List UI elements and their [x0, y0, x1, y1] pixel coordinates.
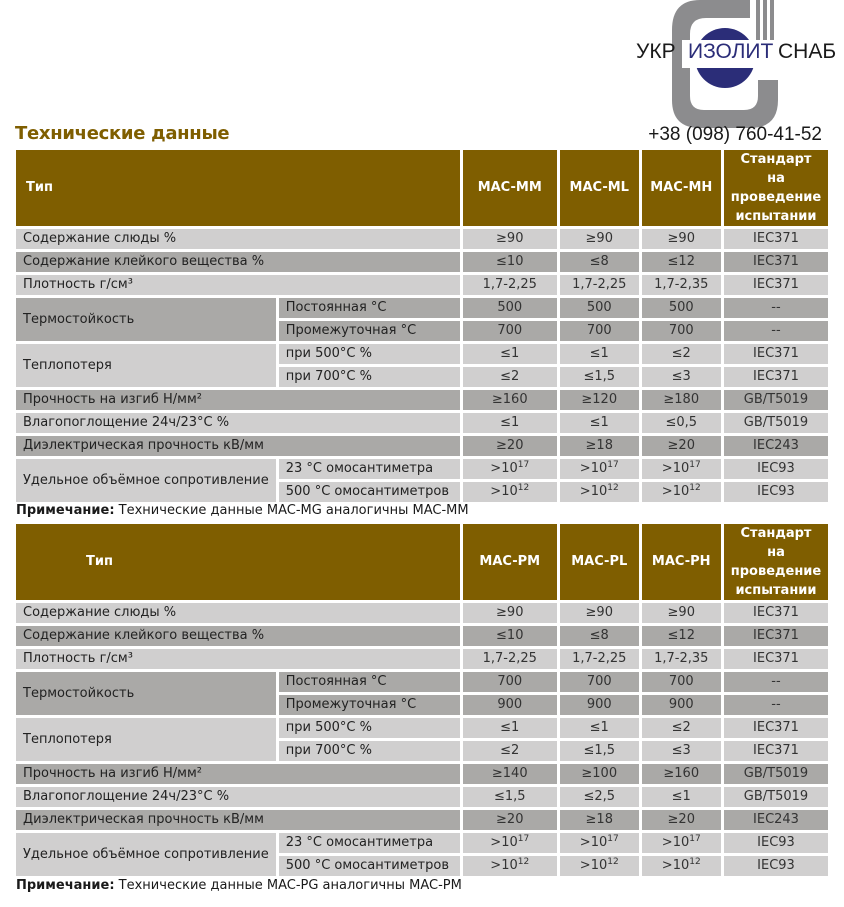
cell-value: ≥20: [463, 810, 557, 830]
cell-value: $>10^{12}$: [560, 856, 639, 876]
cell-value: ≤1,5: [560, 367, 639, 387]
cell-value: $>10^{12}$: [642, 482, 721, 502]
table-row: [16, 718, 828, 738]
table-row: [16, 298, 828, 318]
cell-value: ≤1: [642, 787, 721, 807]
row-group-label: Удельное объёмное сопротивление: [16, 833, 276, 876]
table-row: [16, 833, 828, 853]
cell-value: ≤3: [642, 367, 721, 387]
cell-value: ≤2: [642, 718, 721, 738]
cell-standard: GB/T5019: [724, 787, 828, 807]
cell-value: $>10^{12}$: [463, 856, 557, 876]
column-header-standard: Стандарт на проведение испытании: [724, 524, 828, 600]
cell-value: 1,7-2,35: [642, 649, 721, 669]
cell-value: ≥90: [560, 603, 639, 623]
cell-value: 900: [642, 695, 721, 715]
cell-value: $>10^{12}$: [560, 482, 639, 502]
row-label: Влагопоглощение 24ч/23°C %: [16, 413, 460, 433]
cell-value: $>10^{17}$: [642, 459, 721, 479]
row-sublabel: 500 °C омосантиметров: [279, 856, 460, 876]
table-row: [16, 252, 828, 272]
row-label: Содержание слюды %: [16, 229, 460, 249]
cell-standard: --: [724, 695, 828, 715]
cell-standard: GB/T5019: [724, 764, 828, 784]
cell-value: ≤2: [463, 367, 557, 387]
cell-value: 700: [642, 321, 721, 341]
table-row: [16, 787, 828, 807]
cell-standard: IEC93: [724, 459, 828, 479]
cell-value: $>10^{17}$: [560, 459, 639, 479]
cell-value: $>10^{17}$: [463, 459, 557, 479]
cell-value: ≤1: [560, 413, 639, 433]
column-header-product-3: MAC-PH: [642, 524, 721, 600]
cell-value: ≤3: [642, 741, 721, 761]
cell-standard: IEC93: [724, 482, 828, 502]
logo-text-ukr: УКР: [636, 40, 676, 63]
cell-standard: IEC371: [724, 649, 828, 669]
row-sublabel: Постоянная °C: [279, 672, 460, 692]
table-row: [16, 229, 828, 249]
row-sublabel: 23 °C омосантиметра: [279, 459, 460, 479]
cell-value: ≥20: [642, 810, 721, 830]
company-logo: [632, 0, 837, 130]
table-header-row: [16, 524, 828, 600]
cell-value: ≥160: [463, 390, 557, 410]
row-label: Содержание клейкого вещества %: [16, 626, 460, 646]
row-sublabel: Постоянная °C: [279, 298, 460, 318]
table-note: [16, 878, 462, 893]
cell-value: ≤1,5: [463, 787, 557, 807]
row-group-label: Термостойкость: [16, 672, 276, 715]
cell-value: ≥20: [463, 436, 557, 456]
spec-table-mac-p: [13, 521, 831, 879]
cell-value: ≤1: [560, 344, 639, 364]
table-row: [16, 275, 828, 295]
cell-standard: --: [724, 672, 828, 692]
cell-standard: GB/T5019: [724, 390, 828, 410]
cell-standard: --: [724, 298, 828, 318]
cell-value: ≤10: [463, 252, 557, 272]
row-sublabel: Промежуточная °C: [279, 695, 460, 715]
table-row: [16, 344, 828, 364]
table-row: [16, 390, 828, 410]
table-row: [16, 764, 828, 784]
spec-table-mac-m: [13, 147, 831, 505]
cell-value: 700: [560, 321, 639, 341]
row-sublabel: при 500°C %: [279, 718, 460, 738]
column-header-product-2: MAC-ML: [560, 150, 639, 226]
row-group-label: Теплопотеря: [16, 344, 276, 387]
table-note: [16, 503, 469, 518]
cell-value: ≥90: [642, 603, 721, 623]
row-label: Диэлектрическая прочность кВ/мм: [16, 436, 460, 456]
cell-value: ≥100: [560, 764, 639, 784]
row-sublabel: 500 °C омосантиметров: [279, 482, 460, 502]
cell-value: ≤1: [463, 344, 557, 364]
cell-value: ≤1: [560, 718, 639, 738]
logo-text-snab: СНАБ: [778, 40, 837, 63]
cell-value: $>10^{17}$: [642, 833, 721, 853]
cell-standard: IEC371: [724, 344, 828, 364]
cell-value: ≥180: [642, 390, 721, 410]
cell-standard: IEC371: [724, 252, 828, 272]
column-header-product-3: MAC-MH: [642, 150, 721, 226]
cell-value: 500: [560, 298, 639, 318]
table-row: [16, 603, 828, 623]
row-sublabel: при 700°C %: [279, 741, 460, 761]
row-group-label: Термостойкость: [16, 298, 276, 341]
note-text: Технические данные MAC-MG аналогичны MAC-MM: [114, 503, 469, 518]
column-header-type: Тип: [16, 524, 460, 600]
cell-value: ≥140: [463, 764, 557, 784]
row-sublabel: при 700°C %: [279, 367, 460, 387]
cell-value: ≥18: [560, 810, 639, 830]
cell-value: ≥18: [560, 436, 639, 456]
column-header-product-2: MAC-PL: [560, 524, 639, 600]
column-header-standard: Стандарт на проведение испытании: [724, 150, 828, 226]
logo-text-izolit: ИЗОЛИТ: [688, 40, 774, 63]
note-label: Примечание:: [16, 878, 115, 893]
cell-value: ≤2: [642, 344, 721, 364]
row-label: Содержание слюды %: [16, 603, 460, 623]
cell-value: 900: [463, 695, 557, 715]
page-title: Технические данные: [15, 123, 230, 144]
row-label: Содержание клейкого вещества %: [16, 252, 460, 272]
cell-standard: GB/T5019: [724, 413, 828, 433]
cell-standard: IEC371: [724, 741, 828, 761]
cell-value: 1,7-2,25: [463, 649, 557, 669]
cell-value: 700: [463, 321, 557, 341]
table-row: [16, 413, 828, 433]
cell-value: ≤0,5: [642, 413, 721, 433]
cell-value: ≥120: [560, 390, 639, 410]
row-label: Прочность на изгиб Н/мм²: [16, 390, 460, 410]
row-label: Прочность на изгиб Н/мм²: [16, 764, 460, 784]
cell-value: ≥160: [642, 764, 721, 784]
note-label: Примечание:: [16, 503, 115, 518]
cell-value: ≤2,5: [560, 787, 639, 807]
row-sublabel: 23 °C омосантиметра: [279, 833, 460, 853]
cell-value: 1,7-2,25: [463, 275, 557, 295]
cell-value: ≤12: [642, 252, 721, 272]
table-row: [16, 626, 828, 646]
cell-value: $>10^{17}$: [463, 833, 557, 853]
cell-standard: IEC371: [724, 275, 828, 295]
cell-value: 1,7-2,25: [560, 275, 639, 295]
cell-value: 700: [463, 672, 557, 692]
table-row: [16, 649, 828, 669]
row-group-label: Удельное объёмное сопротивление: [16, 459, 276, 502]
cell-value: ≤2: [463, 741, 557, 761]
cell-value: ≥90: [560, 229, 639, 249]
column-header-type: Тип: [16, 150, 460, 226]
cell-value: 900: [560, 695, 639, 715]
cell-standard: IEC371: [724, 603, 828, 623]
table-row: [16, 810, 828, 830]
cell-standard: IEC243: [724, 436, 828, 456]
column-header-product-1: MAC-MM: [463, 150, 557, 226]
cell-standard: IEC371: [724, 229, 828, 249]
cell-value: ≤1: [463, 718, 557, 738]
phone-number: +38 (098) 760-41-52: [648, 124, 822, 145]
cell-value: 1,7-2,25: [560, 649, 639, 669]
row-label: Диэлектрическая прочность кВ/мм: [16, 810, 460, 830]
cell-value: ≤8: [560, 626, 639, 646]
cell-standard: --: [724, 321, 828, 341]
cell-standard: IEC371: [724, 367, 828, 387]
cell-value: ≤12: [642, 626, 721, 646]
cell-value: ≤1,5: [560, 741, 639, 761]
cell-value: ≥90: [642, 229, 721, 249]
cell-value: ≤1: [463, 413, 557, 433]
cell-value: $>10^{12}$: [463, 482, 557, 502]
cell-standard: IEC93: [724, 856, 828, 876]
cell-value: $>10^{17}$: [560, 833, 639, 853]
cell-value: 500: [642, 298, 721, 318]
row-label: Плотность г/см³: [16, 649, 460, 669]
note-text: Технические данные MAC-PG аналогичны MAC-PM: [114, 878, 462, 893]
cell-value: ≥90: [463, 229, 557, 249]
row-sublabel: Промежуточная °C: [279, 321, 460, 341]
table-row: [16, 436, 828, 456]
table-row: [16, 459, 828, 479]
cell-standard: IEC243: [724, 810, 828, 830]
cell-value: ≥20: [642, 436, 721, 456]
cell-standard: IEC371: [724, 718, 828, 738]
table-row: [16, 672, 828, 692]
table-header-row: [16, 150, 828, 226]
cell-value: ≥90: [463, 603, 557, 623]
cell-value: ≤8: [560, 252, 639, 272]
cell-value: 700: [560, 672, 639, 692]
logo-mark-icon: [632, 0, 832, 130]
cell-value: 500: [463, 298, 557, 318]
cell-value: 700: [642, 672, 721, 692]
row-group-label: Теплопотеря: [16, 718, 276, 761]
cell-standard: IEC371: [724, 626, 828, 646]
row-label: Плотность г/см³: [16, 275, 460, 295]
row-sublabel: при 500°C %: [279, 344, 460, 364]
cell-standard: IEC93: [724, 833, 828, 853]
row-label: Влагопоглощение 24ч/23°C %: [16, 787, 460, 807]
cell-value: $>10^{12}$: [642, 856, 721, 876]
column-header-product-1: MAC-PM: [463, 524, 557, 600]
cell-value: 1,7-2,35: [642, 275, 721, 295]
cell-value: ≤10: [463, 626, 557, 646]
